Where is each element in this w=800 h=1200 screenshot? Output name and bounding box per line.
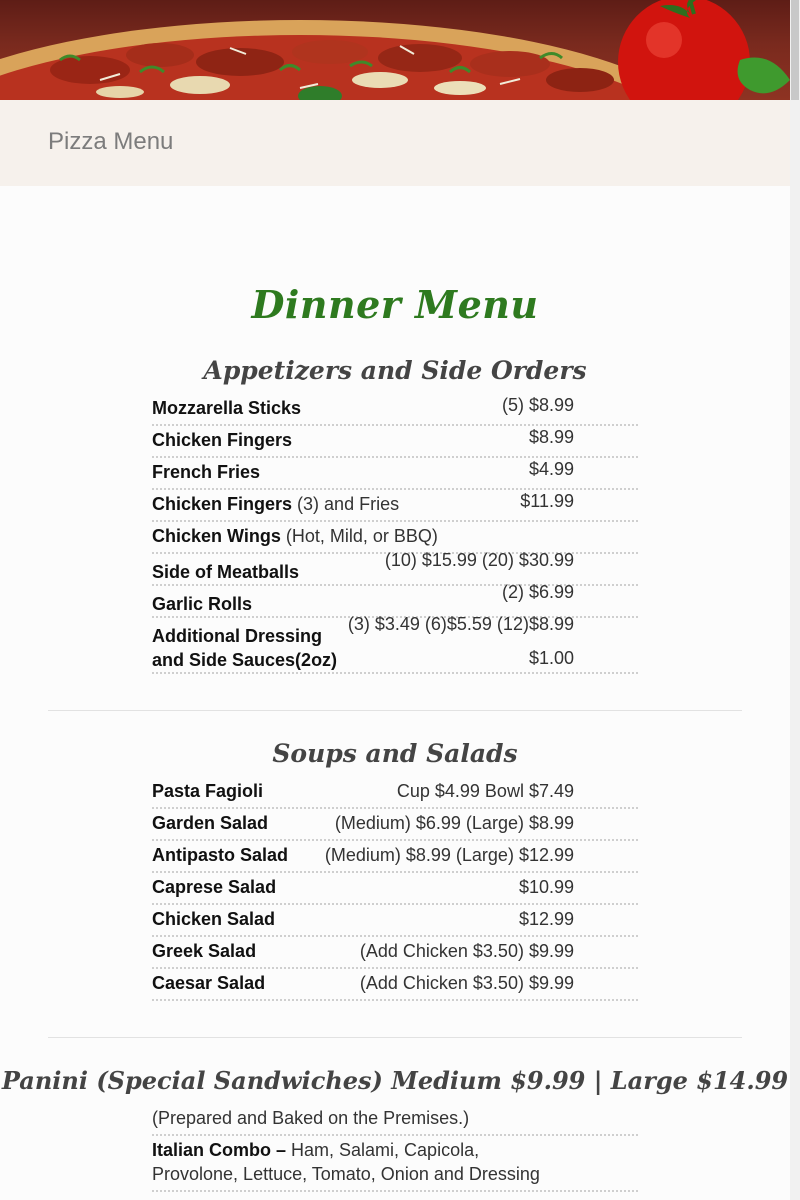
item-price: $10.99: [518, 877, 574, 897]
item-name: Garlic Rolls: [152, 594, 253, 614]
section-divider: [48, 710, 742, 711]
item-price: (Add Chicken $3.50) $9.99: [359, 941, 574, 961]
menu-item: [152, 490, 638, 522]
section-subtitle: (Prepared and Baked on the Premises.): [152, 1108, 470, 1128]
item-price: $8.99: [528, 427, 574, 447]
item-name: Antipasto Salad: [152, 845, 289, 865]
section-divider: [48, 1037, 742, 1038]
menu-item: [152, 809, 638, 841]
pizza-banner-graphic: [0, 0, 790, 100]
menu-title: Dinner Menu: [251, 282, 539, 327]
item-name: Chicken Salad: [152, 909, 276, 929]
item-name: French Fries: [152, 462, 261, 482]
menu-item: [152, 1136, 638, 1192]
item-price: (Add Chicken $3.50) $9.99: [359, 973, 574, 993]
section-subtitle-row: [152, 1104, 638, 1136]
item-name: Side of Meatballs: [152, 562, 300, 582]
item-name: [152, 526, 438, 547]
item-name: Caesar Salad: [152, 973, 266, 993]
menu-item: [152, 458, 638, 490]
item-name: Mozzarella Sticks: [152, 398, 302, 418]
menu-item: [152, 777, 638, 809]
item-name-text: Chicken Wings: [152, 526, 281, 546]
item-price: $4.99: [528, 459, 574, 479]
item-price: Cup $4.99 Bowl $7.49: [396, 781, 574, 801]
item-price: $11.99: [520, 491, 574, 511]
item-name: [152, 1140, 479, 1161]
hero-banner-image: [0, 0, 790, 100]
item-price: (2) $6.99: [501, 582, 574, 602]
item-price: (Medium) $8.99 (Large) $12.99: [324, 845, 574, 865]
item-price: (10) $15.99 (20) $30.99: [384, 550, 574, 570]
item-price: $12.99: [518, 909, 574, 929]
page-scrollbar[interactable]: [790, 0, 800, 1200]
item-name-line2: and Side Sauces(2oz): [152, 650, 338, 670]
menu-item: [152, 426, 638, 458]
item-name: Caprese Salad: [152, 877, 277, 897]
panini-list: [152, 1104, 638, 1192]
item-note: (3) and Fries: [292, 494, 400, 514]
item-description-line2: Provolone, Lettuce, Tomato, Onion and Dressing: [152, 1164, 540, 1184]
item-name: [152, 494, 399, 515]
item-note: (Hot, Mild, or BBQ): [280, 526, 438, 546]
menu-item: [152, 394, 638, 426]
appetizers-list: [152, 394, 638, 674]
item-name: Garden Salad: [152, 813, 269, 833]
section-title-appetizers: Appetizers and Side Orders: [203, 356, 587, 385]
section-title-panini: Panini (Special Sandwiches) Medium $9.99 | Large $14.99: [1, 1066, 789, 1095]
menu-item: [152, 614, 638, 674]
item-name-text: Chicken Fingers: [152, 494, 293, 514]
site-title[interactable]: Pizza Menu: [48, 128, 174, 155]
menu-item: [152, 873, 638, 905]
item-name-text: Italian Combo –: [152, 1140, 287, 1160]
item-name: Greek Salad: [152, 941, 257, 961]
menu-item: [152, 841, 638, 873]
section-title-soups-salads: Soups and Salads: [272, 739, 518, 768]
soups-salads-list: [152, 777, 638, 1001]
item-price: (5) $8.99: [501, 395, 574, 415]
menu-item: [152, 969, 638, 1001]
item-name: Chicken Fingers: [152, 430, 293, 450]
item-price: (Medium) $6.99 (Large) $8.99: [334, 813, 574, 833]
item-name: Additional Dressing: [152, 626, 323, 646]
menu-item: [152, 937, 638, 969]
item-name: Pasta Fagioli: [152, 781, 264, 801]
scrollbar-thumb[interactable]: [791, 0, 799, 100]
item-price: (3) $3.49 (6)$5.59 (12)$8.99: [347, 614, 574, 634]
item-price-line2: $1.00: [528, 648, 574, 668]
menu-content: [0, 186, 790, 1200]
item-description: Ham, Salami, Capicola,: [286, 1140, 480, 1160]
menu-item: [152, 905, 638, 937]
